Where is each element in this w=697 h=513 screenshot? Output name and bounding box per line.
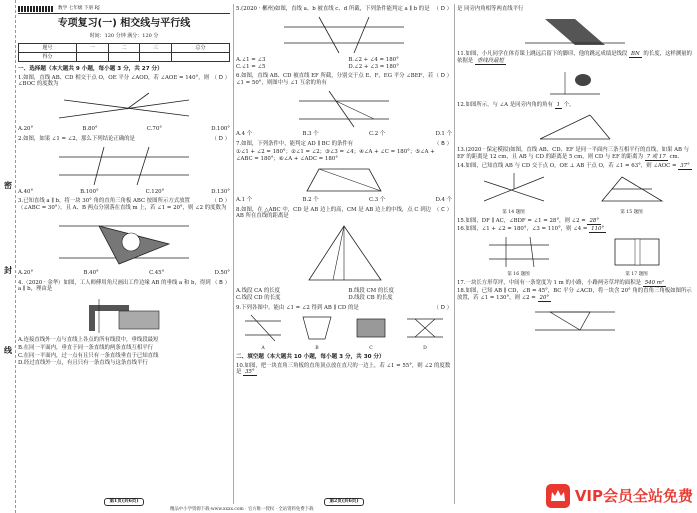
question-text: 17.一块长方形草坪，中间有一条宽度为 1 m 的小路，小路两旁草坪的面积是 [457, 279, 641, 286]
answer-blank: 垂线段最短 [476, 57, 504, 64]
answer-mark: （ D ） [211, 74, 230, 81]
q12-figure [530, 111, 620, 145]
option: B.在同一平面内，垂直于同一条直线的两条直线互相平行 [18, 344, 154, 351]
option: C.2 个 [369, 130, 386, 137]
table-cell: 二 [108, 43, 140, 52]
options [18, 189, 230, 196]
figure-caption: 第 17 题图 [625, 271, 648, 277]
question-7 [236, 141, 452, 148]
question-text-tail: 个。 [563, 102, 575, 109]
table-cell: 一 [76, 43, 108, 52]
q18-figure [530, 304, 620, 334]
q4-figure [69, 295, 179, 335]
table-cell: 题号 [19, 43, 77, 52]
crown-icon [550, 489, 566, 503]
q9-option-b [297, 313, 337, 351]
q9-figure-b [297, 313, 337, 343]
question-text: 14.如图，已知直线 AB 与 CD 交于点 O，OE ⊥ AB 于点 O，若 ∠1 = 63°，则 ∠AOC = [457, 162, 677, 169]
question-18 [457, 288, 693, 302]
answer-blank: 20° [539, 295, 550, 302]
figure-17 [607, 235, 667, 277]
option: B.∠2 + ∠4 = 180° [348, 56, 399, 63]
margin-char-mi: 密 [4, 180, 12, 190]
question-2 [18, 136, 230, 143]
vip-label: VIP会员全站免费 [574, 486, 693, 505]
question-text: 6.如图，直线 AB、CD 被直线 EF 所截，分别交于点 E、F，EG 平分 ∠BEF，若 ∠1 = 50°，则图中与 ∠1 互余的角有 [236, 73, 434, 86]
option: D.4 个 [435, 196, 452, 203]
page-title: 专项复习(一) 相交线与平行线 [57, 18, 191, 29]
answer-blank: 540 m² [644, 279, 664, 286]
q10-figure [515, 15, 635, 49]
option: C.120° [145, 188, 165, 195]
question-15 [457, 218, 693, 225]
figures-14-15 [457, 171, 693, 215]
question-text: 9.下列各图中，能由 ∠1 = ∠2 得到 AB ∥ CD 的是 [236, 304, 359, 311]
question-text: 15.如图，DF ∥ AC，∠BDF = ∠1 = 28°，则 ∠2 = [457, 217, 586, 224]
question-text: 2.如图，如果 ∠1 = ∠2，那么下列结论正确的是 [18, 135, 135, 142]
margin-char-xian: 线 [4, 345, 12, 355]
option: A.20° [18, 126, 34, 133]
option: D.130° [211, 188, 230, 195]
answer-blank: BN [631, 50, 640, 57]
answer-mark: （ D ） [211, 198, 230, 205]
table-cell [140, 52, 172, 61]
options [236, 131, 452, 138]
question-5 [236, 6, 452, 13]
question-text: 1.如图，直线 AB、CD 相交于点 O，OE 平分 ∠AOD，若 ∠AOE = 140°，则 ∠BOC 的度数为 [18, 74, 209, 88]
question-3 [18, 198, 230, 212]
question-text: 5.(2020 · 郴州)如图，直线 a、b 被直线 c、d 所截，下列条件能判定 a ∥ b 的是 [236, 6, 430, 12]
question-10 [236, 363, 452, 377]
question-17 [457, 280, 693, 287]
question-text: 12.如图所示，与 ∠A 是同旁内角的角有 [457, 102, 553, 109]
question-text: 16.如图，∠1 + ∠2 = 180°，∠3 = 110°，则 ∠4 = [457, 226, 588, 233]
page-column-3 [457, 4, 693, 509]
binding-margin [0, 0, 16, 513]
site-footer-note: 精品中小学资源下载·www.xxxx.com · 官方唯一授权 · 全站资料免费下载 [170, 506, 314, 512]
page-footer [236, 498, 452, 506]
page-number: 第2页(共6页) [324, 498, 363, 506]
q9-figure-d [405, 313, 445, 343]
q9-figures [236, 313, 452, 351]
answer-mark: （ C ） [434, 206, 452, 213]
option: D.线段 CB 的长度 [348, 294, 393, 301]
question-text-tail: cm. [669, 153, 680, 160]
option: A.∠1 = ∠3 [236, 56, 266, 63]
option: B.80° [82, 126, 98, 133]
answer-mark: （ D ） [433, 73, 452, 80]
column-divider [454, 4, 455, 504]
question-9 [236, 305, 452, 312]
q1-figure [49, 90, 199, 124]
answer-blank: 1 [556, 102, 561, 109]
option: B.3 个 [302, 130, 319, 137]
page-header [18, 4, 230, 14]
q9-figure-c [351, 313, 391, 343]
question-1 [18, 75, 230, 89]
answer-mark: （ B ） [212, 279, 230, 286]
option: A.40° [18, 188, 34, 195]
page-number: 第1页(共6页) [104, 498, 143, 506]
option: C.45° [149, 269, 165, 276]
question-text: 10.如图，把一块直角三角板的直角顶点放在直尺的一边上，若 ∠1 = 55°，则 ∠2 的度数是 [236, 362, 451, 376]
option: A.4 个 [236, 130, 253, 137]
option: C.3 个 [369, 196, 386, 203]
answer-mark: （ D ） [433, 304, 452, 311]
figure-16 [484, 235, 554, 277]
question-text: 11.如图，小凡同学在体育课上跳远后留下的脚印，他的跳远成绩是线段 [457, 50, 628, 57]
options [236, 57, 452, 71]
answer-blank: 37° [680, 162, 690, 169]
q16-figure [484, 235, 554, 269]
table-cell [171, 52, 229, 61]
q9-figure-a [243, 313, 283, 343]
table-cell [108, 52, 140, 61]
option: D.1 个 [435, 130, 452, 137]
q9-option-d [405, 313, 445, 351]
question-13 [457, 147, 693, 161]
table-row [19, 52, 230, 61]
answer-blank: 7 或 17 [646, 153, 666, 160]
answer-mark: （ D ） [433, 6, 452, 12]
question-16 [457, 226, 693, 233]
q14-figure [479, 171, 549, 207]
score-table [18, 43, 230, 62]
table-cell [76, 52, 108, 61]
option: C.70° [146, 126, 162, 133]
question-12 [457, 102, 693, 109]
q7-figure [299, 165, 389, 195]
option: C.∠1 = ∠5 [236, 63, 266, 70]
q5-figure [279, 15, 409, 55]
option: A.线段 CA 的长度 [236, 288, 281, 294]
question-14 [457, 163, 693, 170]
subject-label: 数学 七年级 下册 RJ [58, 5, 100, 11]
option: D.50° [214, 269, 230, 276]
answer-mark: （ B ） [434, 140, 452, 147]
option: C [369, 346, 373, 351]
section-heading: 一、选择题（本大题共 9 小题，每小题 3 分，共 27 分） [18, 65, 163, 72]
q9-option-c [351, 313, 391, 351]
figures-16-17 [457, 235, 693, 277]
question-text: 18.如图，已知 AB ∥ CD，∠B = 45°，BC 平分 ∠ACD，将一块含 20° 角的直角三角板如图所示放置，若 ∠1 = 130°，则 ∠2 = [457, 288, 692, 302]
page-column-1 [18, 4, 230, 509]
option: D.经过直线外一点，有且只有一条直线与这条直线平行 [18, 360, 148, 367]
figure-caption: 第 14 题图 [502, 210, 525, 215]
question-8 [236, 207, 452, 221]
column-divider [233, 4, 234, 504]
question-11 [457, 51, 693, 65]
option: B.2 个 [302, 196, 319, 203]
question-4 [18, 280, 230, 294]
answer-blank: 110° [591, 226, 605, 233]
margin-char-feng: 封 [4, 265, 12, 275]
section-heading: 二、填空题（本大题共 10 小题，每小题 3 分，共 30 分） [236, 353, 385, 360]
q8-figure [299, 222, 389, 286]
answer-mark: （ D ） [211, 135, 230, 142]
q2-figure [49, 145, 199, 187]
figure-caption: 第 15 题图 [620, 210, 643, 215]
figure-caption: 第 16 题图 [507, 271, 530, 277]
question-text: 7.如图，下列条件中，能判定 AD ∥ BC 的条件有 [236, 140, 354, 147]
q3-figure [49, 214, 199, 268]
options [18, 270, 230, 277]
question-text-tail: 的长度，这样测量的依据是 [457, 50, 692, 64]
q10-continuation: 是 同旁内角相等两直线平行 [457, 6, 524, 12]
vip-crown-icon [546, 484, 570, 508]
question-text: 3.已知直线 a ∥ b，将一块 30° 角的直角三角板 ABC 按图所示方式放置（∠ABC = 30°），且 A、B 两点分别落在直线 m 上，若 ∠1 = 20°，则 ∠2 的度数为 [18, 198, 227, 212]
q17-figure [607, 235, 667, 269]
option: D [423, 346, 427, 351]
q15-figure [592, 171, 672, 207]
option: C.在同一平面内，过一点有且只有一条直线垂直于已知直线 [18, 352, 159, 359]
question-text: 4.（2020 · 金华）如图，工人师傅用角尺画出工件边缘 AB 的垂线 a 和 b，得到 a ∥ b，理由是 [18, 279, 211, 293]
option: B.100° [80, 188, 99, 195]
option: D.100° [211, 126, 230, 133]
options [236, 288, 452, 302]
options [18, 126, 230, 133]
option: A.连接直线外一点与直线上各点的所有线段中，垂线段最短 [18, 337, 159, 344]
table-cell: 总分 [171, 43, 229, 52]
option: D.∠2 + ∠3 = 180° [348, 63, 399, 70]
answer-blank: 28° [589, 217, 600, 224]
option: A [261, 346, 265, 351]
question-text: 8.如图，在 △ABC 中，CD 是 AB 边上的高，CM 是 AB 边上的中线，点 C 到边 AB 所在直线的距离是 [236, 206, 432, 220]
options [236, 197, 452, 204]
vip-banner[interactable] [546, 483, 693, 509]
option: B.40° [83, 269, 99, 276]
option: C.线段 CD 的长度 [236, 294, 281, 301]
option: B.线段 CM 的长度 [348, 288, 395, 294]
option: B [315, 346, 319, 351]
question-text: 13.(2020 · 保定模拟)如图，直线 AB、CD、EF 是同一平面内三条互相平行的直线，如果 AB 与 EF 的距离是 12 cm，且 AB 与 CD 的距离是 5 cm，则 CD 与 EF 的距离为 [457, 147, 690, 160]
page-column-2 [236, 4, 452, 509]
page-footer [18, 498, 230, 506]
q9-option-a [243, 313, 283, 351]
answer-blank: 35° [245, 369, 255, 376]
brand-logo [18, 6, 54, 12]
question-7-conditions: ①∠1 + ∠2 = 180°；②∠1 = ∠2；③∠3 = ∠4；④∠A + ∠C = 180°；⑤∠A + ∠ABC = 180°；⑥∠A + ∠ADC = 180° [236, 149, 435, 162]
figure-15 [592, 171, 672, 215]
option: A.1 个 [236, 196, 253, 203]
option: A.20° [18, 269, 34, 276]
figure-14 [479, 171, 549, 215]
q11-figure [545, 66, 605, 100]
question-6 [236, 73, 452, 87]
q6-figure [294, 89, 394, 129]
table-row [19, 43, 230, 52]
table-cell: 得分 [19, 52, 77, 61]
time-and-score: 时间：120 分钟 满分：120 分 [89, 32, 159, 39]
table-cell: 三 [140, 43, 172, 52]
